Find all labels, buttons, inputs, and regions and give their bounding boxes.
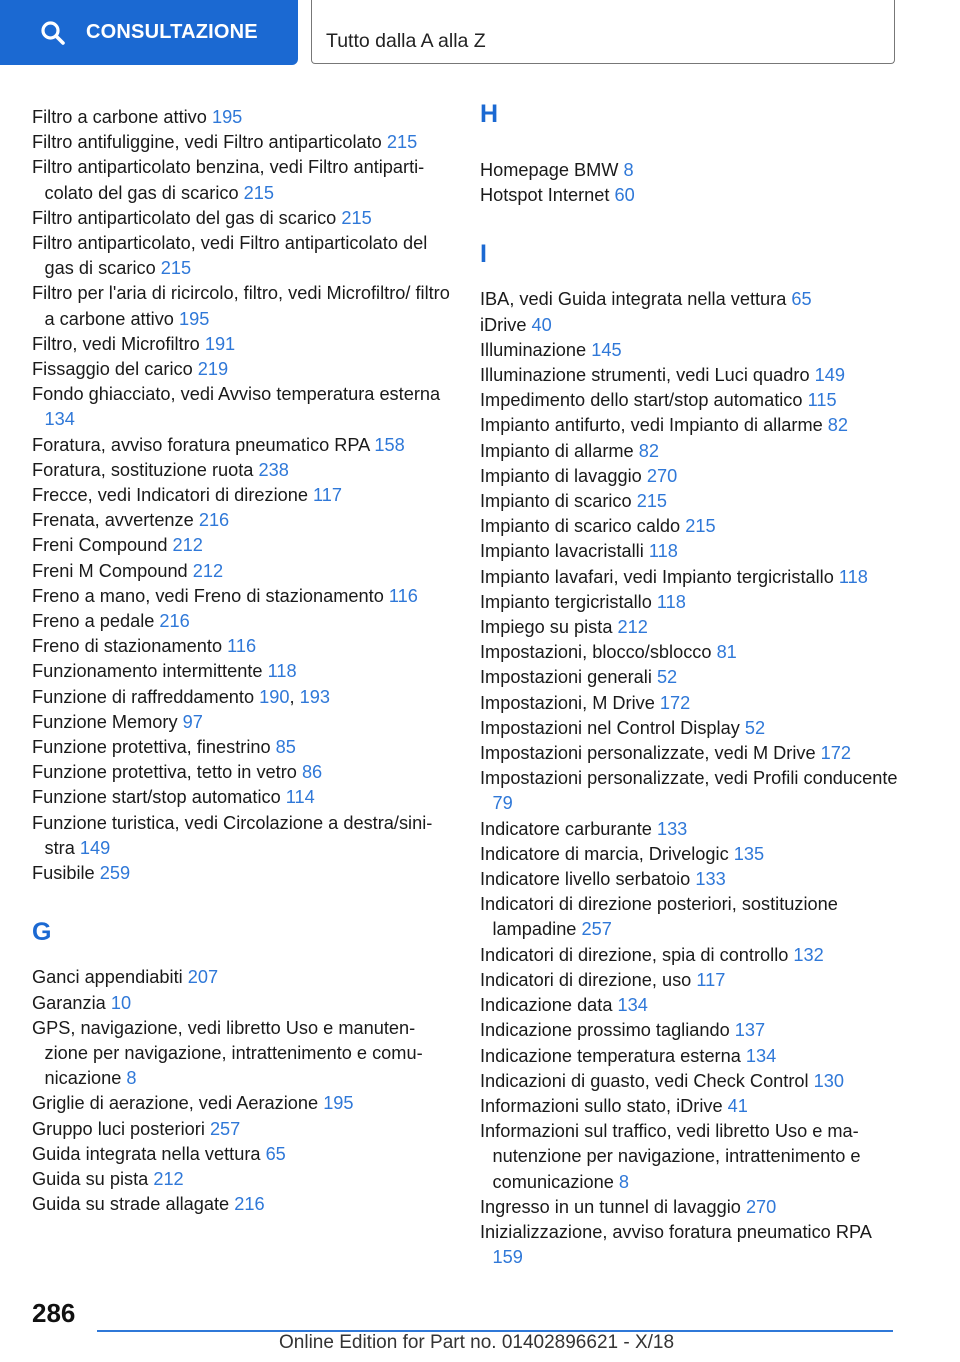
index-entry-text: Garanzia — [32, 992, 106, 1013]
index-entry-text: Guida integrata nella vettura — [32, 1143, 261, 1164]
page-reference-link[interactable]: 118 — [838, 566, 868, 587]
page-reference-link[interactable]: 257 — [581, 919, 612, 940]
page-reference-link[interactable]: 79 — [492, 793, 513, 814]
index-letter-heading: I — [480, 240, 487, 269]
page-reference-link[interactable]: 118 — [648, 541, 678, 562]
index-entry-text: Freno a mano, vedi Freno di stazionamento — [32, 585, 384, 606]
index-entry — [480, 943, 900, 968]
index-entry — [480, 439, 900, 464]
page-reference-link[interactable]: 190 — [259, 686, 290, 707]
page-reference-link[interactable]: 216 — [198, 510, 230, 531]
page-reference-link[interactable]: 158 — [374, 434, 405, 455]
index-entry-text: Indicazione data — [480, 995, 613, 1016]
page-reference-link[interactable]: 159 — [492, 1247, 523, 1268]
index-entry — [32, 584, 452, 609]
index-entry — [32, 1091, 452, 1116]
index-entry-text: Fusibile — [32, 863, 95, 884]
page-reference-link[interactable]: 115 — [807, 390, 837, 411]
index-entry — [480, 464, 900, 489]
index-entry — [32, 1142, 452, 1167]
edition-footer: Online Edition for Part no. 01402896621 - X/18 — [279, 1332, 675, 1353]
index-entry-text: Impianto lavafari, vedi Impianto tergicristallo — [480, 566, 834, 587]
page-reference-link[interactable]: 216 — [159, 611, 190, 632]
index-entry-text: Frecce, vedi Indicatori di direzione — [32, 485, 308, 506]
page-reference-link[interactable]: 270 — [646, 465, 678, 486]
section-header — [311, 0, 895, 64]
index-entry — [32, 382, 452, 432]
page-reference-link[interactable]: 195 — [211, 107, 243, 127]
page-reference-link[interactable]: 118 — [656, 591, 686, 612]
index-entry-text: Inizializzazione, avviso foratura pneumatico RPA — [480, 1221, 871, 1242]
page-number: 286 — [32, 1298, 76, 1328]
page-reference-link[interactable]: 212 — [617, 617, 648, 638]
index-entry — [480, 892, 900, 942]
page-reference-link[interactable]: 86 — [301, 762, 323, 783]
index-entry — [32, 483, 452, 508]
index-entry-text: Freno di stazionamento — [32, 636, 223, 657]
index-entry-text: Impostazioni personalizzate, vedi Profili conducente — [480, 768, 898, 789]
index-entry-text: Hotspot Internet — [480, 185, 610, 206]
index-entry-text: Funzione protettiva, finestrino — [32, 737, 271, 758]
page-reference-link[interactable]: 193 — [299, 686, 331, 707]
index-entry — [32, 433, 452, 458]
index-entry-text: Impostazioni nel Control Display — [480, 717, 740, 738]
index-entry — [32, 231, 452, 281]
index-entry-text: Foratura, sostituzione ruota — [32, 459, 254, 480]
index-entry-text: Filtro antiparticolato del gas di scarico — [32, 207, 337, 228]
index-entry — [480, 1094, 900, 1119]
page-reference-link[interactable]: 133 — [656, 818, 688, 839]
index-entry — [480, 1044, 900, 1069]
page-reference-link[interactable]: 117 — [696, 969, 726, 990]
page-reference-link[interactable]: 8 — [623, 160, 634, 180]
index-entry — [480, 514, 900, 539]
index-entry — [32, 130, 452, 155]
index-entry-text: Indicatori di direzione, spia di controllo — [480, 944, 789, 965]
page-reference-link[interactable]: 172 — [659, 692, 691, 713]
index-entry-text: Filtro, vedi Microfiltro — [32, 333, 200, 354]
index-entry-text: Funzione Memory — [32, 711, 178, 732]
page-reference-link[interactable]: 215 — [243, 182, 275, 203]
search-icon — [40, 20, 66, 46]
index-entry — [32, 609, 452, 634]
index-entry-text: Impostazioni, M Drive — [480, 692, 655, 713]
index-entry — [480, 590, 900, 615]
index-entry-text: Impostazioni generali — [480, 667, 652, 688]
index-entry-text: Funzionamento intermittente — [32, 661, 263, 682]
page-reference-link[interactable]: 137 — [734, 1020, 766, 1041]
index-entry — [480, 388, 900, 413]
index-entry — [480, 615, 900, 640]
index-entry-text: Filtro a carbone attivo — [32, 107, 207, 127]
index-entry — [480, 1018, 900, 1043]
index-entry-text: Funzione protettiva, tetto in vetro — [32, 762, 297, 783]
index-entry-text: Illuminazione — [480, 339, 587, 360]
page-reference-link[interactable]: 52 — [656, 667, 678, 688]
index-entry — [480, 968, 900, 993]
page-reference-link[interactable]: 135 — [733, 843, 765, 864]
page-reference-link[interactable]: 65 — [265, 1143, 286, 1164]
index-entry-text: Filtro antiparticolato benzina, vedi Filtro antiparticolato del gas di scarico — [32, 157, 425, 203]
section-gap — [480, 208, 900, 221]
index-entry — [32, 1167, 452, 1192]
index-entry — [480, 842, 900, 867]
index-entry-text: iDrive — [480, 314, 527, 335]
page-reference-link[interactable]: 195 — [178, 308, 210, 329]
index-entry — [32, 760, 452, 785]
page-reference-link[interactable]: 149 — [814, 365, 845, 386]
index-entry-text: Indicazione prossimo tagliando — [480, 1020, 730, 1041]
index-entry — [32, 559, 452, 584]
index-entry — [480, 489, 900, 514]
index-entry-text: Fondo ghiacciato, vedi Avviso temperatura esterna — [32, 384, 441, 405]
page-reference-link[interactable]: 81 — [716, 642, 737, 663]
index-entry-text: Impostazioni, blocco/sblocco — [480, 642, 712, 663]
index-entry — [480, 716, 900, 741]
index-entry — [32, 785, 452, 810]
index-entry — [480, 1069, 900, 1094]
index-entry — [32, 659, 452, 684]
page-reference-link[interactable]: 114 — [285, 787, 315, 808]
index-entry — [480, 741, 900, 766]
page-reference-link[interactable]: 133 — [695, 869, 726, 890]
index-entry — [32, 1117, 452, 1142]
index-entry — [32, 710, 452, 735]
page-reference-link[interactable]: 40 — [531, 314, 552, 335]
index-entry-text: Filtro per l'aria di ricircolo, filtro, vedi Microfiltro/ filtro a carbone attivo — [32, 283, 450, 329]
index-entry-text: Impedimento dello start/stop automatico — [480, 390, 803, 411]
page-reference-link[interactable]: 41 — [727, 1095, 748, 1116]
page-reference-link[interactable]: 270 — [745, 1196, 777, 1217]
index-entry-text: Informazioni sullo stato, iDrive — [480, 1095, 723, 1116]
index-entry — [32, 811, 452, 861]
index-entry — [480, 1220, 900, 1270]
page-reference-link[interactable]: 65 — [791, 289, 812, 310]
index-entry — [480, 1195, 900, 1220]
page-reference-link[interactable]: 195 — [323, 1093, 354, 1114]
index-entry — [480, 867, 900, 892]
page-reference-link[interactable]: 212 — [172, 535, 203, 556]
page-reference-link[interactable]: 134 — [745, 1045, 777, 1066]
page-reference-link[interactable]: 215 — [386, 132, 418, 153]
page-reference-link[interactable]: 191 — [204, 333, 236, 354]
section-gap — [32, 886, 452, 899]
page-reference-link[interactable]: 82 — [638, 440, 659, 461]
index-entry — [480, 993, 900, 1018]
index-entry — [32, 1192, 452, 1217]
index-entry — [32, 332, 452, 357]
page-reference-link[interactable]: 257 — [209, 1118, 241, 1139]
index-entry — [480, 1119, 900, 1195]
page-reference-link[interactable]: 216 — [234, 1194, 265, 1215]
index-entry — [480, 691, 900, 716]
section-title: Tutto dalla A alla Z — [326, 30, 486, 52]
index-entry — [32, 206, 452, 231]
index-entry-text: Guida su strade allagate — [32, 1194, 230, 1215]
page-reference-link[interactable]: 238 — [258, 459, 289, 480]
index-entry — [32, 965, 452, 990]
index-entry-text: Griglie di aerazione, vedi Aerazione — [32, 1093, 319, 1114]
index-entry — [480, 539, 900, 564]
page-reference-link[interactable]: 52 — [744, 717, 766, 738]
page-reference-link[interactable]: 212 — [153, 1168, 184, 1189]
consultazione-tab[interactable] — [0, 0, 298, 65]
index-entry-text: Funzione start/stop automatico — [32, 787, 281, 808]
index-entry — [32, 508, 452, 533]
page-reference-link[interactable]: 118 — [267, 661, 297, 682]
index-entry-text: Homepage BMW — [480, 160, 619, 180]
index-entry-text: Indicatori di direzione, uso — [480, 969, 692, 990]
index-entry-text: Funzione turistica, vedi Circolazione a destra/sinistra — [32, 812, 433, 858]
index-entry — [480, 338, 900, 363]
index-entry-text: Impiego su pista — [480, 617, 613, 638]
index-entry-text: Guida su pista — [32, 1168, 149, 1189]
index-entry — [32, 458, 452, 483]
index-entry-text: Freni M Compound — [32, 560, 188, 581]
page-reference-link[interactable]: 10 — [110, 992, 132, 1013]
index-entry-text: Funzione di raffreddamento — [32, 686, 255, 707]
index-entry-text: Gruppo luci posteriori — [32, 1118, 205, 1139]
page-reference-link[interactable]: 215 — [341, 207, 372, 228]
index-entry-text: Freno a pedale — [32, 611, 155, 632]
page-reference-link[interactable]: 82 — [827, 415, 848, 436]
page-reference-link[interactable]: 215 — [160, 258, 192, 279]
index-entry — [32, 1016, 452, 1092]
page-reference-link[interactable]: 149 — [79, 837, 111, 858]
page-reference-link[interactable]: 207 — [187, 967, 219, 988]
index-entry: Funzione di raffreddamento 190, 193 — [32, 686, 331, 707]
index-entry — [480, 817, 900, 842]
page-reference-link[interactable]: 145 — [591, 339, 622, 360]
index-entry-text: Impianto di lavaggio — [480, 465, 642, 486]
index-entry-text: Fissaggio del carico — [32, 359, 193, 380]
index-entry — [32, 634, 452, 659]
index-entry-text: Informazioni sul traffico, vedi libretto Uso e manutenzione per navigazione, intrattenimento e comunicazione — [480, 1121, 861, 1192]
page-reference-link[interactable]: 212 — [192, 560, 224, 581]
index-entry-text: IBA, vedi Guida integrata nella vettura — [480, 289, 787, 310]
page-reference-link[interactable]: 134 — [44, 409, 75, 430]
index-entry-text: Indicatore carburante — [480, 818, 652, 839]
index-entry-text: GPS, navigazione, vedi libretto Uso e manutenzione per navigazione, intrattenimento e comunicazione — [32, 1017, 423, 1089]
page-reference-link[interactable]: 219 — [197, 359, 229, 380]
page-reference-link[interactable]: 117 — [313, 485, 343, 506]
index-entry-text: Impianto di allarme — [480, 440, 634, 461]
page-reference-link[interactable]: 85 — [275, 737, 296, 758]
index-entry — [480, 665, 900, 690]
index-entry-text: Indicatore livello serbatoio — [480, 869, 691, 890]
index-entry-text: Illuminazione strumenti, vedi Luci quadro — [480, 365, 810, 386]
index-entry-text: Impianto di scarico — [480, 491, 632, 512]
index-entry-text: Freni Compound — [32, 535, 168, 556]
index-entry — [32, 735, 452, 760]
index-entry — [480, 565, 900, 590]
index-entry — [32, 357, 452, 382]
page-reference-link[interactable]: 132 — [793, 944, 824, 965]
index-entry-text: Impianto antifurto, vedi Impianto di allarme — [480, 415, 823, 436]
index-letter-heading: G — [32, 918, 52, 947]
index-letter-heading: H — [480, 100, 499, 128]
index-entry — [32, 105, 452, 130]
page-reference-link[interactable]: 8 — [618, 1171, 630, 1192]
index-entry — [32, 861, 452, 886]
index-entry — [480, 413, 900, 438]
index-entry-text: Filtro antifuliggine, vedi Filtro antiparticolato — [32, 132, 382, 153]
index-entry-text: Indicazioni di guasto, vedi Check Control — [480, 1070, 809, 1091]
index-entry — [32, 533, 452, 558]
index-entry — [480, 287, 900, 312]
index-entry-text: Foratura, avviso foratura pneumatico RPA — [32, 434, 370, 455]
index-column-right — [480, 100, 900, 1270]
index-entry-text: Filtro antiparticolato, vedi Filtro antiparticolato del gas di scarico — [32, 233, 428, 279]
index-entry — [480, 640, 900, 665]
page-reference-link[interactable]: 60 — [614, 185, 635, 206]
index-entry-text: Indicazione temperatura esterna — [480, 1045, 741, 1066]
index-entry-text: Ingresso in un tunnel di lavaggio — [480, 1196, 741, 1217]
page-reference-link[interactable]: 172 — [820, 743, 852, 764]
index-entry — [480, 158, 900, 183]
page-reference-link[interactable]: 116 — [227, 636, 257, 657]
consultazione-tab-label: CONSULTAZIONE — [86, 21, 258, 43]
page-reference-link[interactable]: 215 — [685, 516, 716, 537]
index-entry — [32, 155, 452, 205]
index-entry — [32, 281, 452, 331]
page-reference-link[interactable]: 116 — [388, 585, 418, 606]
index-entry-text: Impianto di scarico caldo — [480, 516, 681, 537]
page-reference-link[interactable]: 215 — [636, 491, 668, 512]
page-reference-link[interactable]: 97 — [182, 711, 203, 732]
index-column-left — [32, 105, 452, 1217]
index-entry — [480, 183, 900, 208]
page-reference-link[interactable]: 259 — [99, 863, 131, 884]
page-reference-link[interactable]: 134 — [617, 995, 648, 1016]
index-entry — [32, 991, 452, 1016]
page-reference-link[interactable]: 8 — [126, 1068, 137, 1089]
index-entry — [480, 766, 900, 816]
index-entry-text: Ganci appendiabiti — [32, 967, 183, 988]
page-reference-link[interactable]: 130 — [813, 1070, 844, 1091]
index-entry-text: Impianto lavacristalli — [480, 541, 644, 562]
index-entry — [480, 313, 900, 338]
index-entry-text: Impianto tergicristallo — [480, 591, 652, 612]
index-entry-text: Frenata, avvertenze — [32, 510, 194, 531]
index-entry — [480, 363, 900, 388]
index-entry-text: Indicatore di marcia, Drivelogic — [480, 843, 729, 864]
index-entry-text: Impostazioni personalizzate, vedi M Drive — [480, 743, 816, 764]
index-entry-text: Indicatori di direzione posteriori, sostituzione lampadine — [480, 894, 838, 940]
